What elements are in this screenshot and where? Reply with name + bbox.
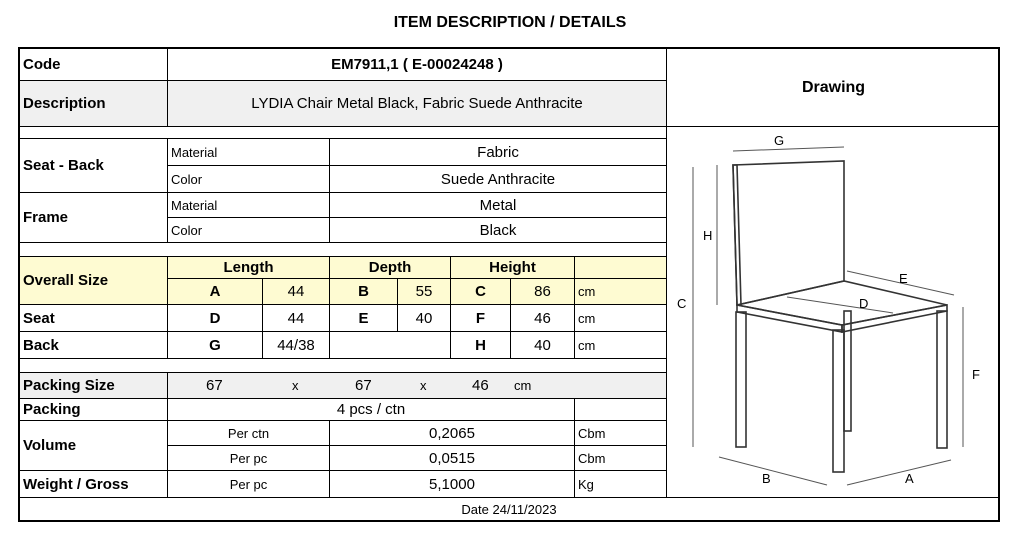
- volume-unit-pc: Cbm: [578, 450, 606, 466]
- volume-pc-row: [168, 446, 666, 471]
- dim-h-value: 40: [511, 332, 575, 358]
- packing-x2: x: [420, 378, 427, 393]
- spacer: [20, 127, 666, 139]
- depth-header: Depth: [330, 257, 451, 278]
- packing-unit: cm: [514, 378, 532, 393]
- seat-unit: cm: [578, 310, 596, 326]
- dim-d-label: D: [168, 305, 263, 331]
- empty-cell: [575, 399, 666, 420]
- packing-size-values: [168, 373, 666, 398]
- overall-unit: cm: [578, 284, 596, 299]
- frame-material-row: [168, 193, 666, 218]
- packing-value: 4 pcs / ctn: [168, 399, 575, 420]
- dim-c-value: 86: [511, 279, 575, 304]
- frame-material-label: Material: [168, 193, 330, 217]
- spacer: [20, 243, 666, 257]
- seat-back-label: Seat - Back: [20, 139, 168, 192]
- packing-width: 67: [355, 377, 372, 394]
- frame-material-value: Metal: [479, 196, 517, 214]
- empty-cell: [330, 332, 451, 358]
- dim-e-label: E: [330, 305, 398, 331]
- volume-label: Volume: [20, 421, 168, 470]
- per-ctn-value: 0,2065: [330, 421, 575, 445]
- seat-row: [20, 305, 666, 332]
- back-label: Back: [20, 332, 168, 358]
- weight-unit: Kg: [578, 476, 594, 492]
- packing-size-label: Packing Size: [20, 373, 168, 398]
- dim-f-label: F: [451, 305, 511, 331]
- details-table: [18, 47, 1000, 522]
- dim-h-label: H: [451, 332, 511, 358]
- code-label: Code: [20, 49, 168, 80]
- description-value: LYDIA Chair Metal Black, Fabric Suede Anthracite: [251, 95, 583, 112]
- frame-color-row: [168, 218, 666, 243]
- overall-size-label: Overall Size: [20, 257, 168, 304]
- code-row: [20, 49, 666, 81]
- volume-unit-ctn: Cbm: [578, 425, 606, 441]
- chair-drawing: [667, 127, 999, 495]
- per-pc-value: 0,0515: [330, 446, 575, 470]
- dim-a-label: A: [168, 279, 263, 304]
- weight-per-pc-label: Per pc: [168, 471, 330, 497]
- drawing-panel: [666, 49, 1000, 497]
- packing-x1: x: [292, 378, 299, 393]
- frame-color-label: Color: [168, 218, 330, 242]
- seat-back-color-row: [168, 166, 666, 193]
- dim-d-value: 44: [263, 305, 330, 331]
- description-row: [20, 81, 666, 127]
- seat-back-material-row: [168, 139, 666, 166]
- dim-c-label: C: [451, 279, 511, 304]
- packing-label: Packing: [20, 399, 168, 420]
- seat-label: Seat: [20, 305, 168, 331]
- packing-height: 46: [472, 377, 489, 394]
- frame-color-value: Black: [479, 221, 517, 239]
- code-value: EM7911,1 ( E-00024248 ): [331, 56, 503, 73]
- volume-ctn-row: [168, 421, 666, 446]
- seat-back-material-label: Material: [168, 139, 330, 165]
- label-f: F: [972, 367, 980, 382]
- label-c: C: [677, 296, 687, 311]
- dim-f-value: 46: [511, 305, 575, 331]
- length-header: Length: [168, 257, 330, 278]
- overall-header-row: [168, 257, 666, 279]
- dim-e-value: 40: [398, 305, 451, 331]
- dim-b-value: 55: [398, 279, 451, 304]
- back-row: [20, 332, 666, 359]
- per-ctn-label: Per ctn: [168, 421, 330, 445]
- frame-label: Frame: [20, 193, 168, 242]
- dim-g-value: 44/38: [263, 332, 330, 358]
- label-g: G: [774, 133, 785, 148]
- empty-cell: [575, 257, 666, 278]
- dim-b-label: B: [330, 279, 398, 304]
- label-e: E: [899, 271, 908, 286]
- seat-back-color-label: Color: [168, 166, 330, 192]
- weight-label: Weight / Gross: [20, 471, 168, 497]
- back-unit: cm: [578, 337, 596, 353]
- label-b: B: [762, 471, 771, 486]
- chair-outline: [733, 161, 947, 472]
- packing-row: [20, 399, 666, 421]
- overall-values-row: [168, 279, 666, 305]
- packing-size-row: [20, 373, 666, 399]
- drawing-header: Drawing: [667, 49, 1000, 127]
- label-h: H: [703, 228, 713, 243]
- weight-value: 5,1000: [330, 471, 575, 497]
- packing-length: 67: [206, 377, 223, 394]
- seat-back-color-value: Suede Anthracite: [440, 170, 556, 188]
- page-title: ITEM DESCRIPTION / DETAILS: [393, 14, 627, 31]
- spacer: [20, 359, 666, 373]
- height-header: Height: [451, 257, 575, 278]
- label-d: D: [859, 296, 869, 311]
- dim-a-value: 44: [263, 279, 330, 304]
- dim-g-label: G: [168, 332, 263, 358]
- spec-table: [20, 49, 666, 497]
- weight-row: [20, 471, 666, 497]
- description-label: Description: [20, 81, 168, 126]
- seat-back-material-value: Fabric: [477, 143, 519, 161]
- date-footer: Date 24/11/2023: [20, 497, 998, 520]
- label-a: A: [905, 471, 914, 486]
- per-pc-label: Per pc: [168, 446, 330, 470]
